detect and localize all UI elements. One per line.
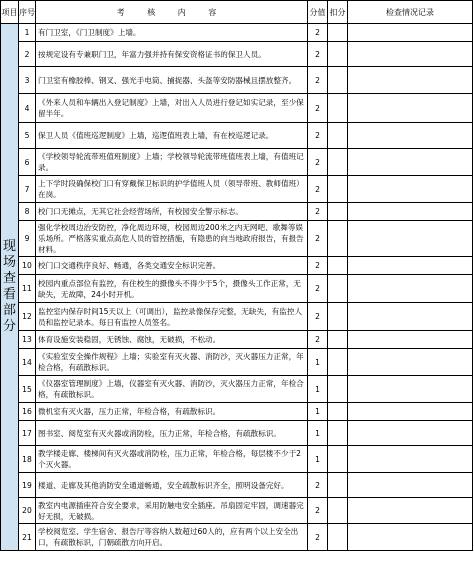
row-content: 楼道、走廊及其他消防安全通道畅通，安全疏散标识齐全，照明设备完好。 (36, 473, 308, 498)
table-row (1, 376, 473, 403)
row-record-cell[interactable] (348, 473, 473, 498)
row-deduct-cell[interactable] (328, 349, 348, 376)
row-content: 校门口交通秩序良好、畅通，各类交通安全标识完善。 (36, 257, 308, 275)
table-header-row (1, 1, 473, 24)
row-number: 3 (19, 67, 36, 94)
row-score: 2 (308, 42, 328, 67)
row-content: 有门卫室，《门卫制度》上墙。 (36, 24, 308, 42)
table-row (1, 275, 473, 303)
row-number: 21 (19, 524, 36, 551)
header-seq: 序号 (19, 1, 36, 24)
row-score: 2 (308, 331, 328, 349)
table-row (1, 123, 473, 149)
header-content: 考 核 内 容 (36, 1, 308, 24)
row-number: 2 (19, 42, 36, 67)
row-deduct-cell[interactable] (328, 149, 348, 176)
row-content: 教室内电源插座符合安全要求，采用防触电安全插座。吊扇固定牢固，调速器完好无损，无破损。 (36, 498, 308, 524)
row-number: 11 (19, 275, 36, 303)
row-deduct-cell[interactable] (328, 498, 348, 524)
row-number: 4 (19, 94, 36, 123)
header-score: 分值 (308, 1, 328, 24)
table-row (1, 67, 473, 94)
row-score: 1 (308, 403, 328, 421)
row-deduct-cell[interactable] (328, 203, 348, 221)
row-deduct-cell[interactable] (328, 376, 348, 403)
row-content: 体育设施安装稳固，无锈蚀、腐蚀，无破损，不松动。 (36, 331, 308, 349)
row-record-cell[interactable] (348, 275, 473, 303)
row-content: 按规定设有专兼职门卫，年富力强并持有保安资格证书的保卫人员。 (36, 42, 308, 67)
row-deduct-cell[interactable] (328, 257, 348, 275)
row-record-cell[interactable] (348, 149, 473, 176)
row-content: 教学楼走廊、楼梯间有灭火器或消防栓，压力正常，年检合格，每层楼不少于2个灭火器。 (36, 446, 308, 473)
row-score: 2 (308, 498, 328, 524)
row-content: 校门口无摊点，无其它社会经营场所，有校园安全警示标志。 (36, 203, 308, 221)
row-record-cell[interactable] (348, 331, 473, 349)
row-number: 10 (19, 257, 36, 275)
row-deduct-cell[interactable] (328, 473, 348, 498)
table-row (1, 24, 473, 42)
table-row (1, 42, 473, 67)
row-record-cell[interactable] (348, 257, 473, 275)
row-score: 1 (308, 421, 328, 446)
table-row (1, 498, 473, 524)
category-label: 现场查看部分 (2, 239, 16, 334)
row-content: 图书室、阅览室有灭火器或消防栓，压力正常，年检合格，有疏散标识。 (36, 421, 308, 446)
table-row (1, 149, 473, 176)
row-deduct-cell[interactable] (328, 94, 348, 123)
row-record-cell[interactable] (348, 446, 473, 473)
row-score: 2 (308, 524, 328, 551)
row-record-cell[interactable] (348, 24, 473, 42)
row-score: 2 (308, 303, 328, 331)
row-score: 2 (308, 94, 328, 123)
header-item: 项目 (1, 1, 19, 24)
row-deduct-cell[interactable] (328, 42, 348, 67)
row-record-cell[interactable] (348, 376, 473, 403)
header-deduct: 扣分 (328, 1, 348, 24)
row-number: 1 (19, 24, 36, 42)
table-row (1, 176, 473, 203)
table-row (1, 257, 473, 275)
row-score: 2 (308, 176, 328, 203)
category-cell (1, 24, 19, 551)
row-deduct-cell[interactable] (328, 24, 348, 42)
row-content: 《实验室安全操作规程》上墙；实验室有灭火器、消防沙，灭火器压力正常，年检合格，有疏散标识。 (36, 349, 308, 376)
row-content: 监控室内保存时间15天以上（可调出），监控录像保存完整，无缺失，有监控人员和监控记录本。每日有监控人员签名。 (36, 303, 308, 331)
row-content: 校园内重点部位有监控，有住校生的摄像头不得少于5个，摄像头工作正常，无缺失，无故障，24小时开机。 (36, 275, 308, 303)
row-score: 1 (308, 446, 328, 473)
row-deduct-cell[interactable] (328, 403, 348, 421)
row-score: 2 (308, 67, 328, 94)
row-deduct-cell[interactable] (328, 275, 348, 303)
row-record-cell[interactable] (348, 303, 473, 331)
row-content: 《仪器室管理制度》上墙，仪器室有灭火器、消防沙，灭火器压力正常，年检合格，有疏散标识。 (36, 376, 308, 403)
table-row (1, 403, 473, 421)
table-row (1, 303, 473, 331)
row-content: 微机室有灭火器，压力正常，年检合格，有疏散标识。 (36, 403, 308, 421)
row-number: 16 (19, 403, 36, 421)
row-number: 20 (19, 498, 36, 524)
row-content: 《外来人员和车辆出入登记制度》上墙，对出入人员进行登记如实记录，至少保留半年。 (36, 94, 308, 123)
table-row (1, 473, 473, 498)
row-number: 8 (19, 203, 36, 221)
table-row (1, 446, 473, 473)
row-record-cell[interactable] (348, 42, 473, 67)
row-record-cell[interactable] (348, 524, 473, 551)
row-record-cell[interactable] (348, 403, 473, 421)
row-number: 15 (19, 376, 36, 403)
row-content: 《学校领导轮流带班值班制度》上墙；学校领导轮流带班值班表上墙，有值班记录。 (36, 149, 308, 176)
row-number: 9 (19, 221, 36, 257)
row-record-cell[interactable] (348, 94, 473, 123)
row-content: 学校阅览室、学生宿舍、报告厅等容纳人数超过60人的，应有两个以上安全出口，有疏散标识，门朝疏散方向开启。 (36, 524, 308, 551)
row-content: 保卫人员《值班巡逻制度》上墙，巡逻值班表上墙，有在校巡逻记录。 (36, 123, 308, 149)
row-deduct-cell[interactable] (328, 67, 348, 94)
row-score: 2 (308, 473, 328, 498)
table-row (1, 349, 473, 376)
row-number: 7 (19, 176, 36, 203)
row-number: 6 (19, 149, 36, 176)
table-row (1, 331, 473, 349)
row-number: 19 (19, 473, 36, 498)
row-deduct-cell[interactable] (328, 331, 348, 349)
row-number: 18 (19, 446, 36, 473)
row-number: 5 (19, 123, 36, 149)
row-number: 12 (19, 303, 36, 331)
row-deduct-cell[interactable] (328, 221, 348, 257)
row-score: 2 (308, 257, 328, 275)
row-score: 2 (308, 275, 328, 303)
row-content: 强化学校周边治安防控，净化周边环境，校园周边200米之内无网吧、歌舞等娱乐场所。严格落实重点高危人员的管控措施，有隐患的向当地政府报告，有报告材料。 (36, 221, 308, 257)
row-score: 2 (308, 149, 328, 176)
row-score: 2 (308, 24, 328, 42)
row-number: 13 (19, 331, 36, 349)
table-row (1, 94, 473, 123)
row-content: 门卫室有橡胶棒、钢叉、强光手电筒、捕捉器、头盔等安防器械且摆放整齐。 (36, 67, 308, 94)
row-record-cell[interactable] (348, 67, 473, 94)
row-score: 2 (308, 221, 328, 257)
row-number: 14 (19, 349, 36, 376)
row-deduct-cell[interactable] (328, 123, 348, 149)
table-row (1, 421, 473, 446)
header-record: 检查情况记录 (348, 1, 473, 24)
row-record-cell[interactable] (348, 221, 473, 257)
row-deduct-cell[interactable] (328, 421, 348, 446)
row-score: 1 (308, 376, 328, 403)
row-record-cell[interactable] (348, 203, 473, 221)
row-record-cell[interactable] (348, 176, 473, 203)
row-deduct-cell[interactable] (328, 446, 348, 473)
table-body (1, 1, 473, 551)
table-row (1, 221, 473, 257)
row-deduct-cell[interactable] (328, 303, 348, 331)
table-row (1, 203, 473, 221)
row-score: 2 (308, 123, 328, 149)
row-record-cell[interactable] (348, 421, 473, 446)
row-score: 1 (308, 349, 328, 376)
row-number: 17 (19, 421, 36, 446)
row-deduct-cell[interactable] (328, 524, 348, 551)
row-score: 2 (308, 203, 328, 221)
row-record-cell[interactable] (348, 349, 473, 376)
row-record-cell[interactable] (348, 123, 473, 149)
row-record-cell[interactable] (348, 498, 473, 524)
table-row (1, 524, 473, 551)
row-content: 上下学时段确保校门口有穿戴保卫标识的护学值班人员（领导带班、教师值班）在岗。 (36, 176, 308, 203)
row-deduct-cell[interactable] (328, 176, 348, 203)
